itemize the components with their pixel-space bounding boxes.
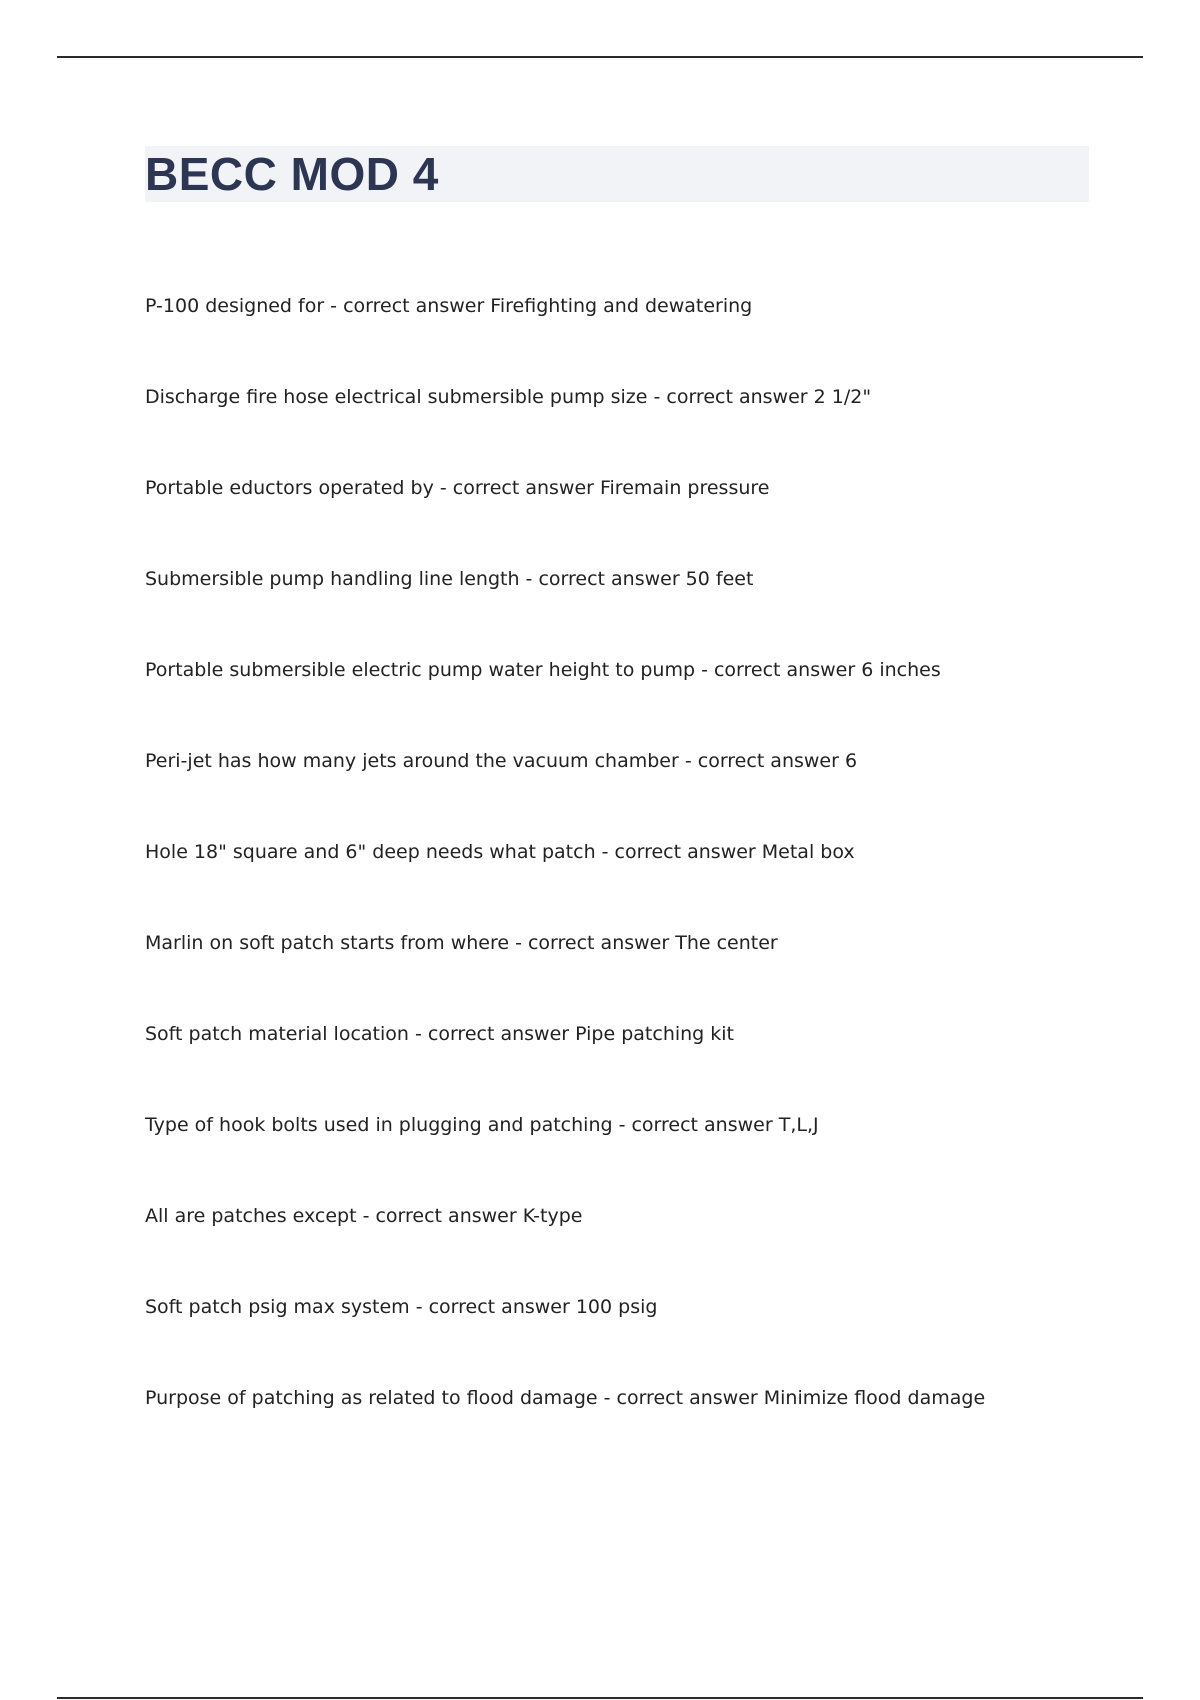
qa-item: Marlin on soft patch starts from where - correct answer The center (145, 932, 778, 954)
document-title: BECC MOD 4 (145, 148, 439, 200)
qa-item: Submersible pump handling line length - correct answer 50 feet (145, 568, 754, 590)
qa-item: P-100 designed for - correct answer Firefighting and dewatering (145, 295, 753, 317)
qa-item: Portable submersible electric pump water height to pump - correct answer 6 inches (145, 659, 941, 681)
qa-item: All are patches except - correct answer K-type (145, 1205, 583, 1227)
qa-item: Discharge fire hose electrical submersible pump size - correct answer 2 1/2" (145, 386, 872, 408)
qa-item: Soft patch psig max system - correct answer 100 psig (145, 1296, 658, 1318)
qa-item: Hole 18" square and 6" deep needs what patch - correct answer Metal box (145, 841, 855, 863)
qa-item: Type of hook bolts used in plugging and patching - correct answer T,L,J (145, 1114, 819, 1136)
qa-item: Soft patch material location - correct answer Pipe patching kit (145, 1023, 735, 1045)
top-divider (57, 56, 1143, 58)
qa-item: Purpose of patching as related to flood damage - correct answer Minimize flood damage (145, 1387, 986, 1409)
qa-item: Portable eductors operated by - correct answer Firemain pressure (145, 477, 770, 499)
bottom-divider (57, 1697, 1143, 1699)
title-band (145, 146, 1089, 202)
qa-item: Peri-jet has how many jets around the vacuum chamber - correct answer 6 (145, 750, 858, 772)
qa-list (145, 290, 1145, 1473)
